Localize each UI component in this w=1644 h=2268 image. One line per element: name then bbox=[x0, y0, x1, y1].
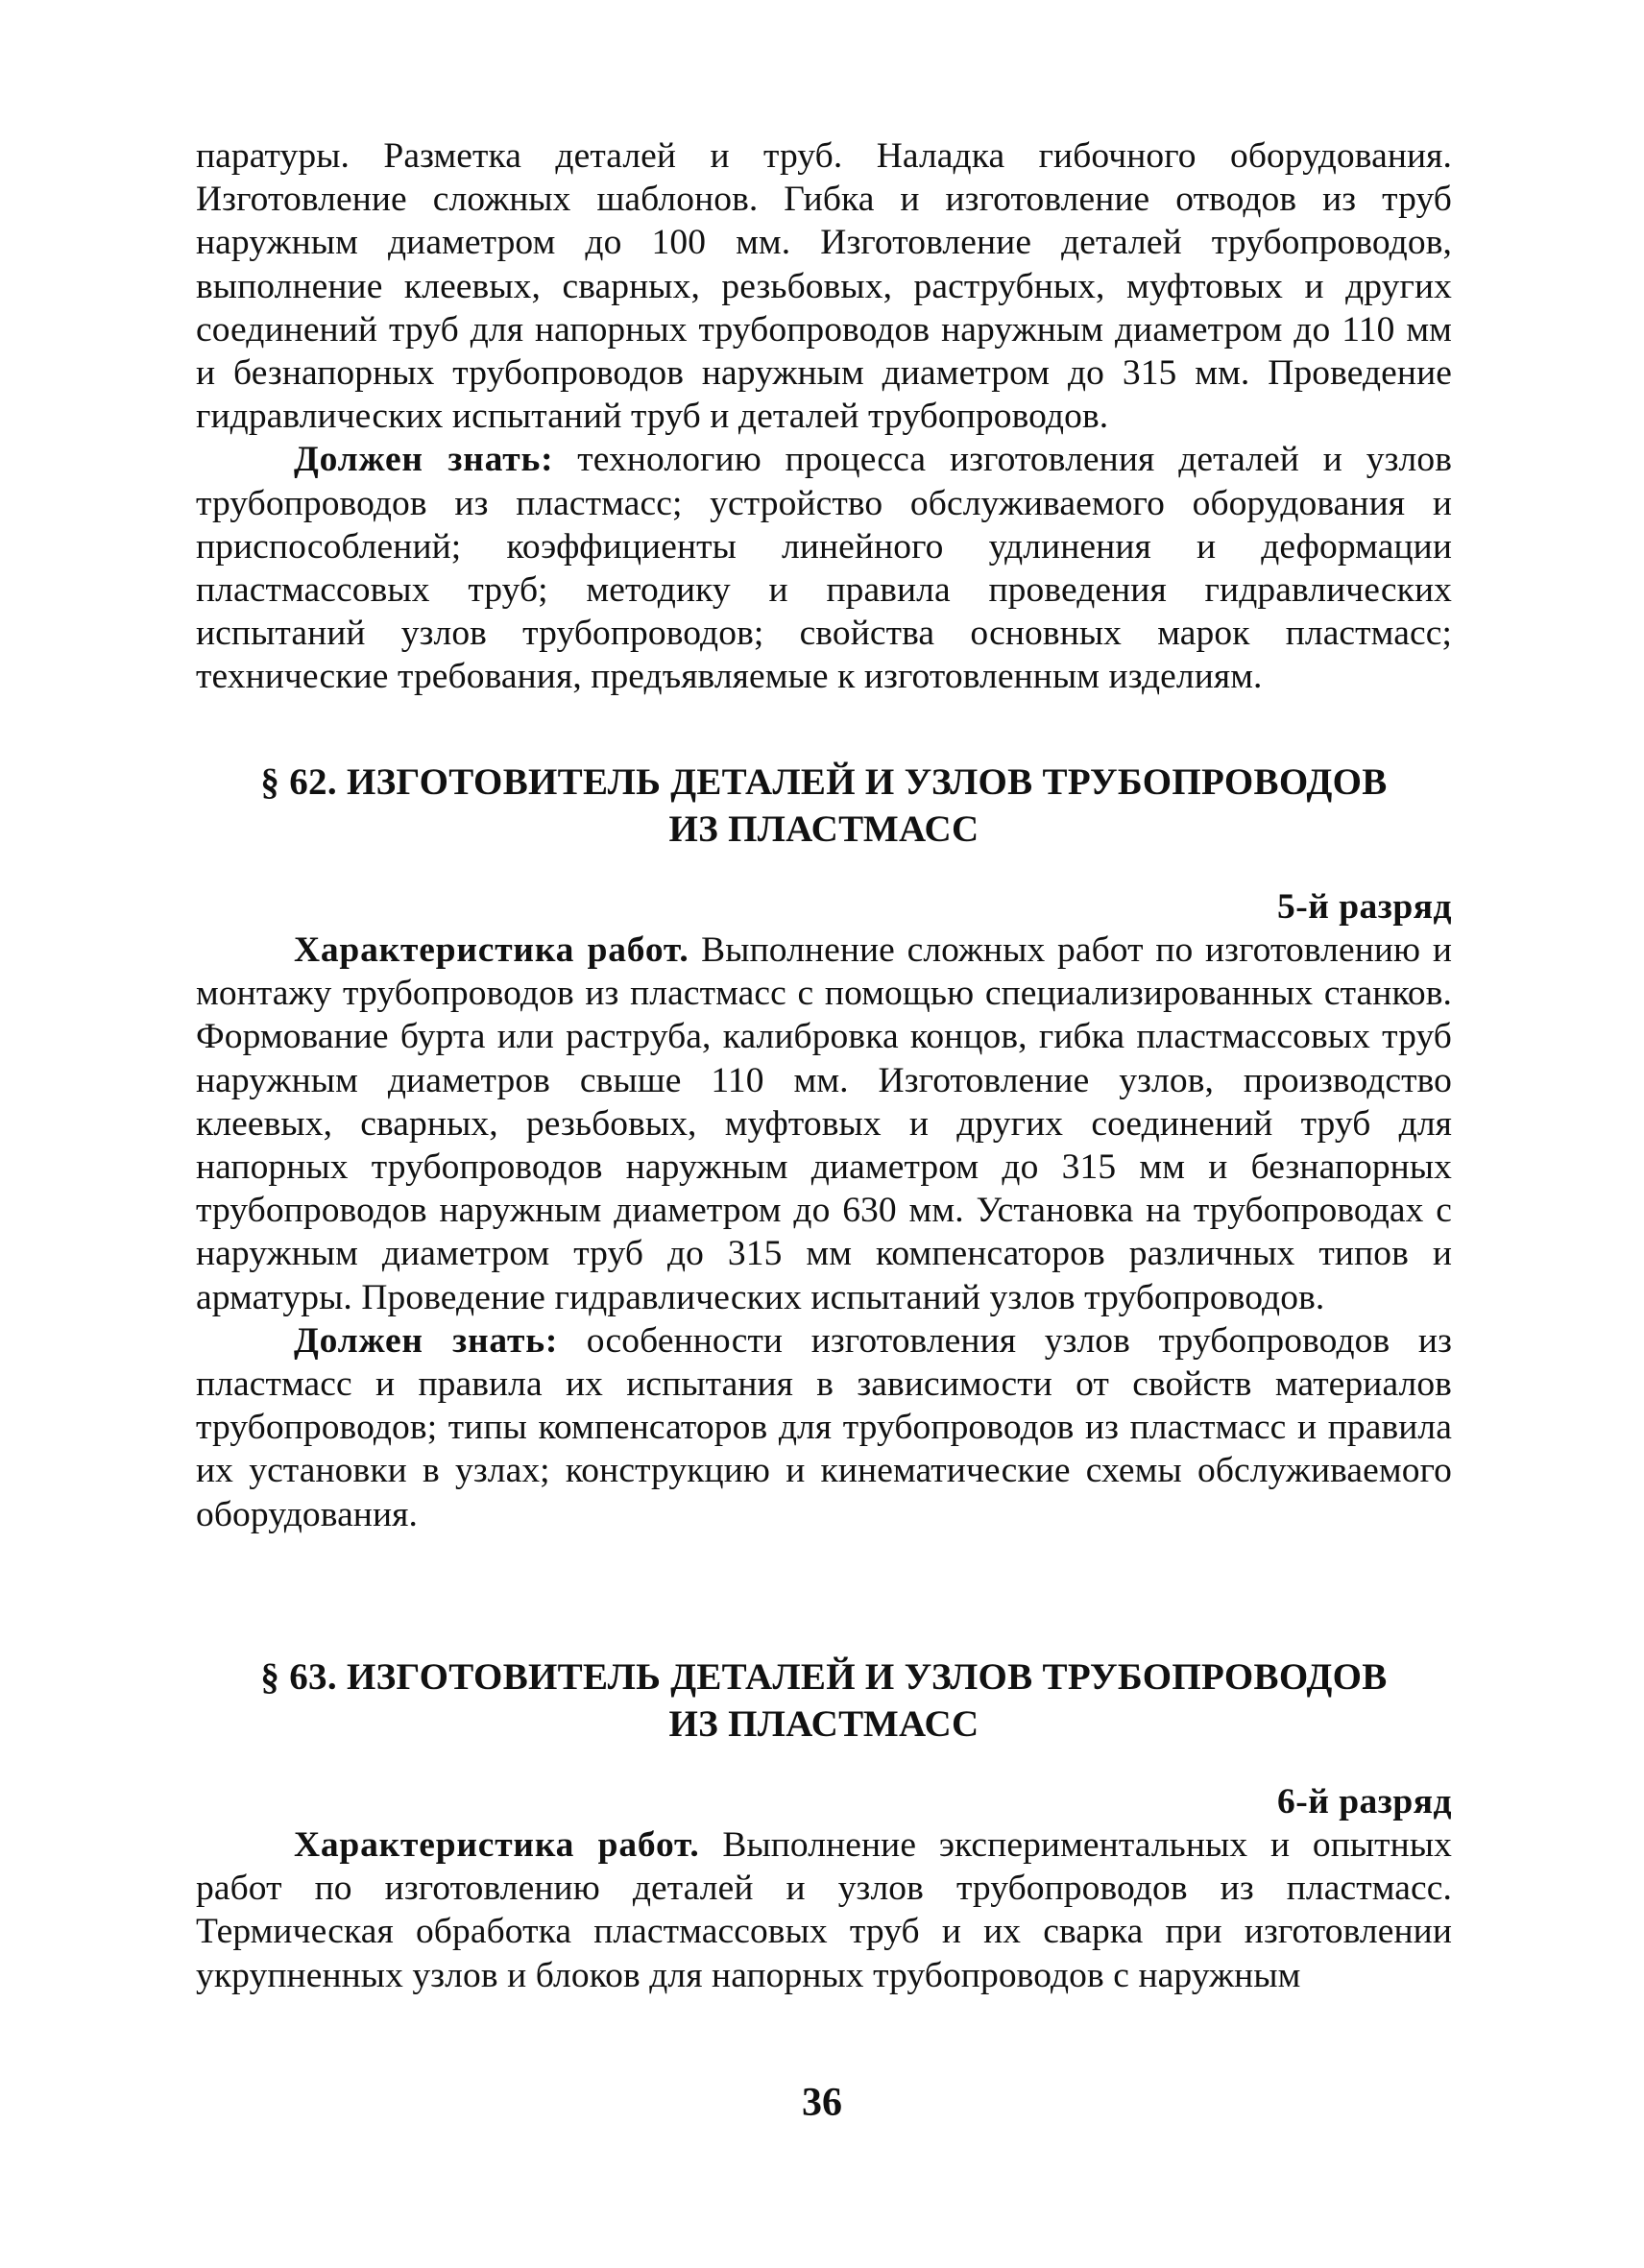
intro-knowledge-paragraph bbox=[196, 438, 1452, 698]
work-lead: Характеристика работ. bbox=[294, 1825, 700, 1865]
section-heading-line2: ИЗ ПЛАСТМАСС bbox=[668, 808, 979, 850]
section-62 bbox=[196, 759, 1452, 1536]
section-heading: § 62. ИЗГОТОВИТЕЛЬ ДЕТАЛЕЙ И УЗЛОВ ТРУБОПРОВОДОВ bbox=[260, 761, 1388, 803]
section-heading-line2: ИЗ ПЛАСТМАСС bbox=[668, 1703, 979, 1745]
section-heading: § 63. ИЗГОТОВИТЕЛЬ ДЕТАЛЕЙ И УЗЛОВ ТРУБОПРОВОДОВ bbox=[260, 1656, 1388, 1698]
work-characteristics-paragraph bbox=[196, 1823, 1452, 1997]
knowledge-lead: Должен знать: bbox=[294, 1320, 559, 1361]
work-characteristics-paragraph bbox=[196, 929, 1452, 1319]
work-lead: Характеристика работ. bbox=[294, 930, 689, 970]
work-text: Выполнение сложных работ по изготовлению и монтажу трубопроводов из пластмасс с помощью специализированных станков. Формование бурта или раструба, калибровка концов, гибка пластмассовых труб наружным диаметров свыше 110 мм. Изготовление узлов, производство клеевых, сварных, резьбовых, муфтовых и других соединений труб для напорных трубопроводов наружным диаметром до 315 мм и безнапорных трубопроводов наружным диаметром до 630 мм. Установка на трубопроводах с наружным диаметром труб до 315 мм компенсаторов различных типов и арматуры. Проведение гидравлических испытаний узлов трубопроводов. bbox=[196, 930, 1452, 1317]
rank-label: 6-й разряд bbox=[1276, 1782, 1452, 1822]
knowledge-paragraph bbox=[196, 1319, 1452, 1536]
knowledge-text: особенности изготовления узлов трубопроводов из пластмасс и правила их испытания в зависимости от свойств материалов трубопроводов; типы компенсаторов для трубопроводов из пластмасс и правила их установки в узлах; конструкцию и кинематические схемы обслуживаемого оборудования. bbox=[196, 1320, 1452, 1534]
intro-paragraph: паратуры. Разметка деталей и труб. Наладка гибочного оборудования. Изготовление сложных шаблонов. Гибка и изготовление отводов из труб наружным диаметром до 100 мм. Изготовление деталей трубопроводов, выполнение клеевых, сварных, резьбовых, раструбных, муфтовых и других соединений труб для напорных трубопроводов наружным диаметром до 110 мм и безнапорных трубопроводов наружным диаметром до 315 мм. Проведение гидравлических испытаний труб и деталей трубопроводов. bbox=[196, 136, 1452, 437]
page-number: 36 bbox=[802, 2081, 842, 2125]
intro-block bbox=[196, 134, 1452, 699]
knowledge-lead: Должен знать: bbox=[294, 440, 554, 480]
section-63 bbox=[196, 1653, 1452, 1997]
work-text: Выполнение экспериментальных и опытных работ по изготовлению деталей и узлов трубопроводов из пластмасс. Термическая обработка пластмассовых труб и их сварка при изготовлении укрупненных узлов и блоков для напорных трубопроводов с наружным bbox=[196, 1825, 1452, 1995]
rank-label: 5-й разряд bbox=[1276, 887, 1452, 927]
knowledge-text: технологию процесса изготовления деталей и узлов трубопроводов из пластмасс; устройство обслуживаемого оборудования и приспособлений; коэффициенты линейного удлинения и деформации пластмассовых труб; методику и правила проведения гидравлических испытаний узлов трубопроводов; свойства основных марок пластмасс; технические требования, предъявляемые к изготовленным изделиям. bbox=[196, 440, 1452, 697]
